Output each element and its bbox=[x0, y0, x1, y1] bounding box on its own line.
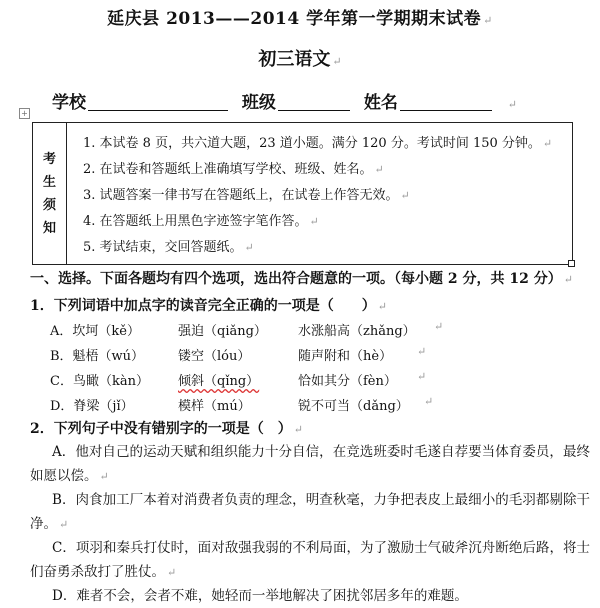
school-label: 学校 bbox=[52, 93, 86, 113]
q2-option-a: A．他对自己的运动天赋和组织能力十分自信，在竞选班委时毛遂自荐要当体育委员，最终如愿以偿。 ↵ bbox=[30, 444, 590, 484]
exam-title: 延庆县 2013——2014 学年第一学期期末试卷 ↵ bbox=[107, 9, 493, 29]
exam-subtitle: 初三语文 ↵ bbox=[258, 49, 342, 70]
exam-notice-box bbox=[32, 122, 573, 265]
notice-rule: 5. 考试结束，交回答题纸。 ↵ bbox=[83, 240, 254, 255]
notice-rule: 1. 本试卷 8 页，共六道大题，23 道小题。满分 120 分。考试时间 150 分钟。 ↵ bbox=[83, 136, 553, 151]
name-blank[interactable] bbox=[400, 92, 492, 111]
q2-option-d: D．难者不会，会者不难，她轻而一举地解决了困扰邻居多年的难题。 bbox=[52, 588, 468, 604]
notice-rule: 3. 试题答案一律书写在答题纸上，在试卷上作答无效。 ↵ bbox=[83, 188, 410, 203]
notice-rule: 4. 在答题纸上用黑色字迹签字笔作答。 ↵ bbox=[83, 214, 319, 229]
name-label: 姓名 bbox=[363, 93, 398, 113]
q2-option-c: C．项羽和秦兵打仗时，面对敌强我弱的不利局面，为了激励士气破斧沉舟断绝后路，将士们奋勇杀敌打了胜仗。 ↵ bbox=[30, 540, 590, 580]
school-blank[interactable] bbox=[88, 92, 228, 111]
student-info-row: 学校 班级 姓名 ↵ bbox=[52, 88, 572, 113]
section-one-heading: 一、选择。下面各题均有四个选项，选出符合题意的一项。（每小题 2 分，共 12 分） ↵ bbox=[30, 271, 573, 287]
notice-side-label: 考 生 须 知 bbox=[33, 123, 67, 264]
notice-rules bbox=[83, 131, 566, 261]
notice-rule: 2. 在试卷和答题纸上准确填写学校、班级、姓名。 ↵ bbox=[83, 162, 384, 177]
q2-option-b: B．肉食加工厂本着对消费者负责的理念，明查秋毫，力争把表皮上最细小的毛羽都剔除干净。 ↵ bbox=[30, 492, 590, 532]
question-2-stem: 2．下列句子中没有错别字的一项是（ ） ↵ bbox=[30, 421, 303, 437]
class-label: 班级 bbox=[241, 93, 276, 113]
table-resize-handle[interactable] bbox=[568, 260, 575, 267]
class-blank[interactable] bbox=[278, 92, 350, 111]
table-move-handle-icon[interactable]: + bbox=[19, 108, 30, 119]
question-1-stem: 1．下列词语中加点字的读音完全正确的一项是（ ） ↵ bbox=[30, 298, 387, 314]
